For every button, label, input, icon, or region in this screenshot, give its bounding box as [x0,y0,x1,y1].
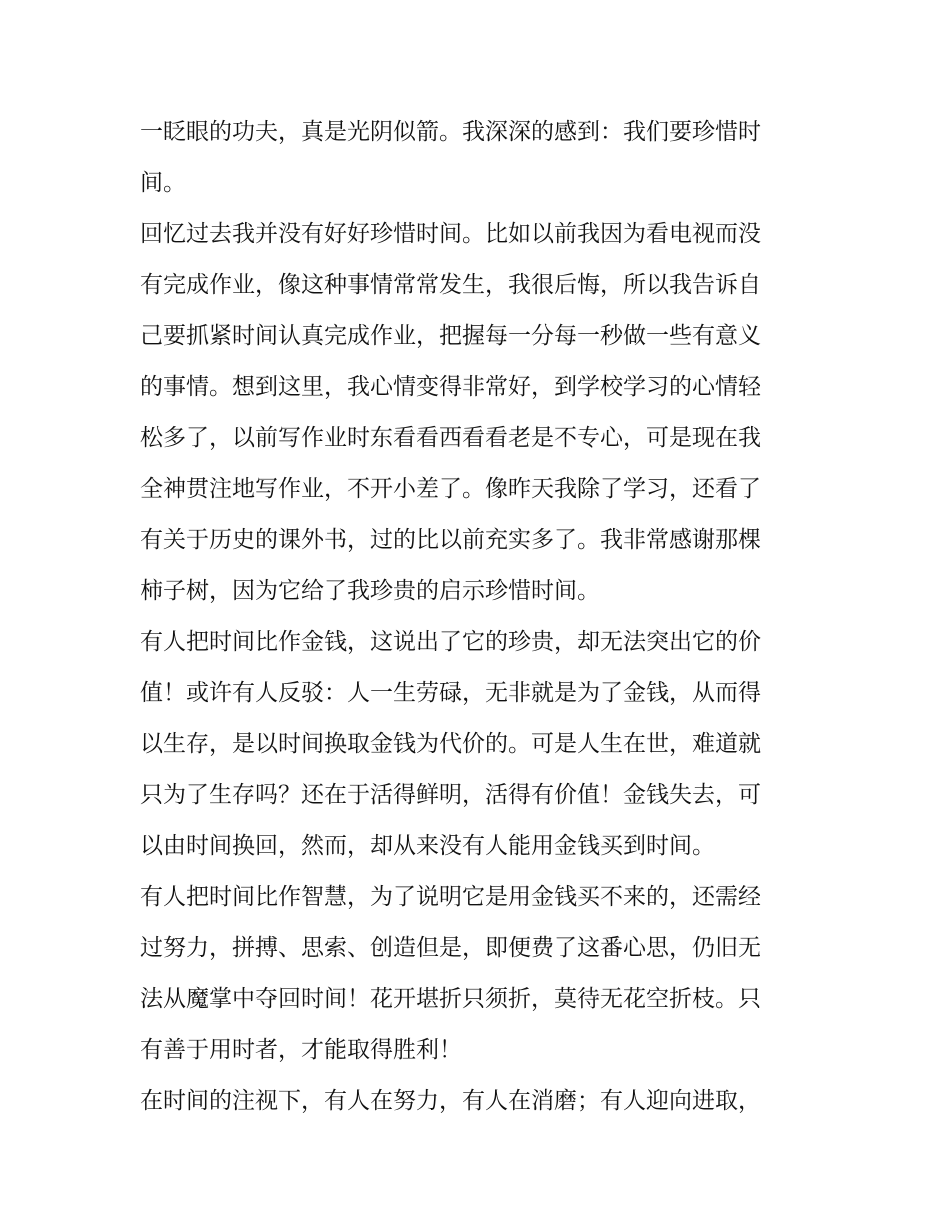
paragraph-2 [140,209,815,617]
document-body [140,107,815,1127]
text-line: 己要抓紧时间认真完成作业，把握每一分每一秒做一些有意义 [140,323,761,349]
text-line: 有人把时间比作金钱，这说出了它的珍贵，却无法突出它的价 [140,629,761,655]
text-line: 过努力，拼搏、思索、创造但是，即便费了这番心思，仍旧无 [140,935,761,961]
text-line: 松多了，以前写作业时东看看西看看老是不专心，可是现在我 [140,425,761,451]
paragraph-4 [140,872,815,1076]
text-line: 有善于用时者，才能取得胜利！ [140,1037,462,1063]
text-line: 以由时间换回，然而，却从来没有人能用金钱买到时间。 [140,833,715,859]
paragraph-1 [140,107,815,209]
text-line: 间。 [140,170,186,196]
text-line: 在时间的注视下，有人在努力，有人在消磨；有人迎向进取， [140,1088,761,1114]
text-line: 只为了生存吗？还在于活得鲜明，活得有价值！金钱失去，可 [140,782,761,808]
text-line: 回忆过去我并没有好好珍惜时间。比如以前我因为看电视而没 [140,221,761,247]
text-line: 值！或许有人反驳：人一生劳碌，无非就是为了金钱，从而得 [140,680,761,706]
text-line: 全神贯注地写作业，不开小差了。像昨天我除了学习，还看了 [140,476,761,502]
text-line: 的事情。想到这里，我心情变得非常好，到学校学习的心情轻 [140,374,761,400]
paragraph-3 [140,617,815,872]
text-line: 以生存，是以时间换取金钱为代价的。可是人生在世，难道就 [140,731,761,757]
text-line: 柿子树，因为它给了我珍贵的启示珍惜时间。 [140,578,600,604]
text-line: 有完成作业，像这种事情常常发生，我很后悔，所以我告诉自 [140,272,761,298]
text-line: 一眨眼的功夫，真是光阴似箭。我深深的感到：我们要珍惜时 [140,119,761,145]
text-line: 有关于历史的课外书，过的比以前充实多了。我非常感谢那棵 [140,527,761,553]
text-line: 法从魔掌中夺回时间！花开堪折只须折，莫待无花空折枝。只 [140,986,761,1012]
text-line: 有人把时间比作智慧，为了说明它是用金钱买不来的，还需经 [140,884,761,910]
paragraph-5 [140,1076,815,1127]
